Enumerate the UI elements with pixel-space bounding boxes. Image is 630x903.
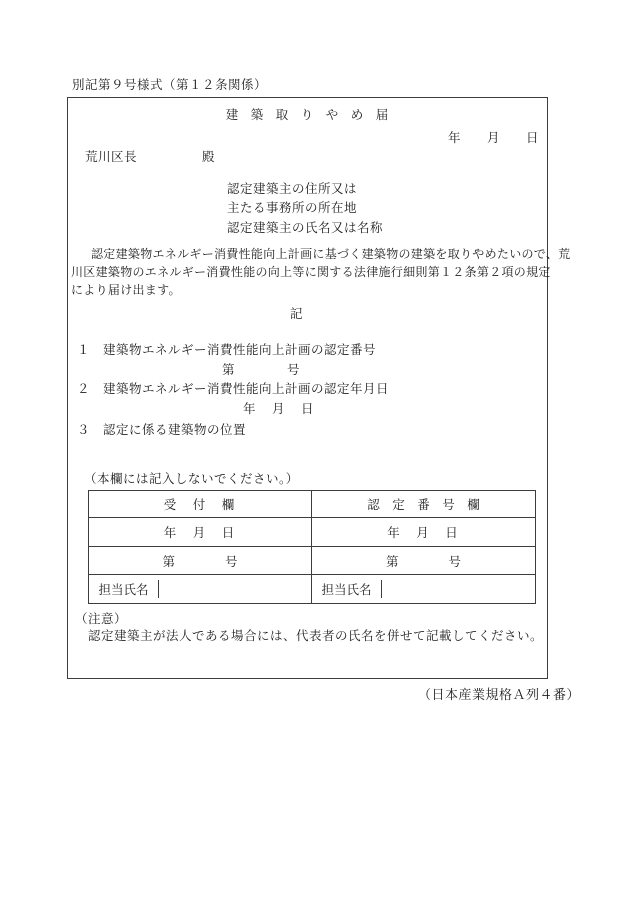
item-3-label: ３ 認定に係る建築物の位置: [77, 423, 247, 437]
approval-number-cell: 第 号: [312, 547, 535, 575]
office-use-note: （本欄には記入しないでください。）: [84, 472, 299, 486]
reception-date-cell: 年 月 日: [89, 518, 311, 547]
item-1-number-line: 第 号: [222, 363, 301, 377]
form-reference-label: 別記第９号様式（第１２条関係）: [72, 78, 268, 92]
notice-body: 認定建築主が法人である場合には、代表者の氏名を併せて記載してください。: [88, 629, 544, 643]
honorific-label: 殿: [202, 150, 216, 164]
reception-number-cell: 第 号: [89, 547, 311, 575]
reception-staff-row: [89, 575, 311, 603]
body-paragraph-line-3: により届け出ます。: [71, 283, 181, 297]
reception-column: [89, 491, 312, 603]
item-1-label: １ 建築物エネルギー消費性能向上計画の認定番号: [77, 343, 377, 357]
item-2-date-line: 年 月 日: [243, 402, 316, 416]
applicant-address-label-1: 認定建築主の住所又は: [227, 182, 358, 196]
item-2-label: ２ 建築物エネルギー消費性能向上計画の認定年月日: [77, 382, 390, 396]
approval-date-cell: 年 月 日: [312, 518, 535, 547]
approval-staff-row: [312, 575, 535, 603]
reception-header: 受 付 欄: [89, 491, 311, 518]
reception-staff-label: 担当氏名: [89, 580, 159, 598]
approval-number-column: [312, 491, 535, 603]
approval-staff-label: 担当氏名: [312, 580, 382, 598]
body-paragraph-line-2: 川区建築物のエネルギー消費性能の向上等に関する法律施行細則第１２条第２項の規定: [71, 265, 551, 279]
office-use-table: [88, 490, 536, 604]
paper-size-note: （日本産業規格Ａ列４番）: [417, 687, 580, 702]
ki-section-heading: 記: [290, 307, 304, 321]
applicant-address-label-2: 主たる事務所の所在地: [227, 201, 358, 215]
submission-date-line: 年 月 日: [448, 131, 540, 145]
form-title: 建 築 取 り や め 届: [225, 108, 389, 122]
addressee-label: 荒川区長: [85, 150, 138, 164]
applicant-name-label: 認定建築主の氏名又は名称: [227, 221, 384, 235]
notice-title: （注意）: [75, 612, 128, 626]
approval-number-header: 認 定 番 号 欄: [312, 491, 535, 518]
body-paragraph-line-1: 認定建築物エネルギー消費性能向上計画に基づく建築物の建築を取りやめたいので、荒: [91, 247, 571, 261]
